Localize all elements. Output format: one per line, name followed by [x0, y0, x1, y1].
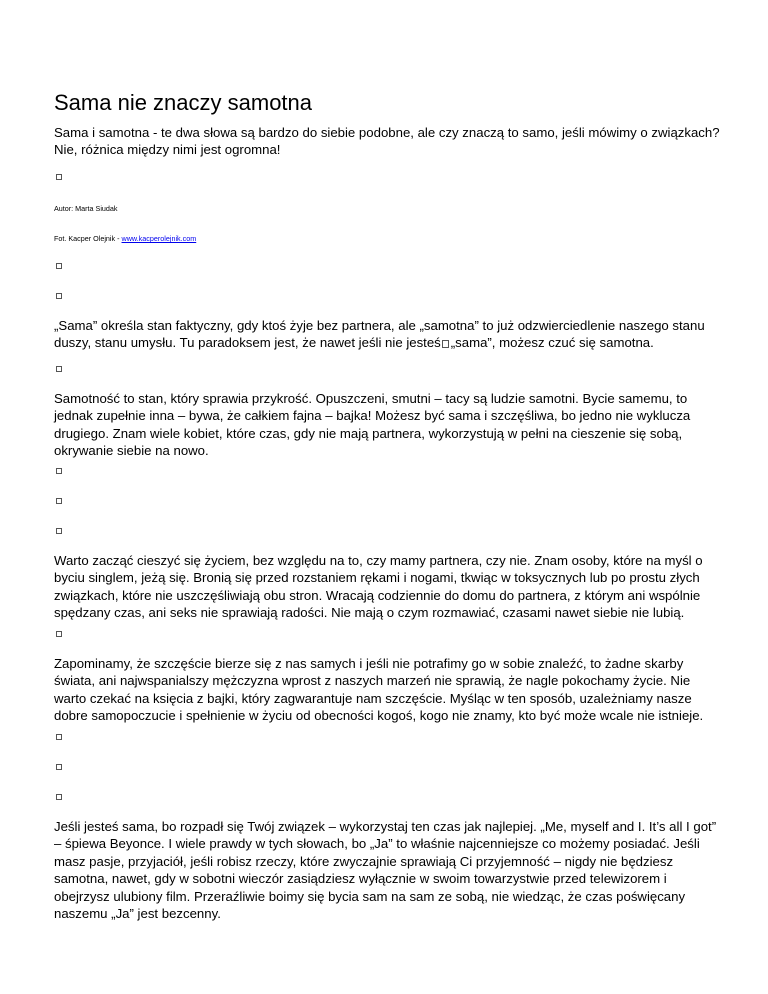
photo-credit-prefix: Fot. Kacper Olejnik -: [54, 234, 122, 243]
photo-credit: [54, 234, 196, 243]
paragraph-4: Zapominamy, że szczęście bierze się z nas samych i jeśli nie potrafimy go w sobie znaleźć, to żadne skarby świata, ani najwspanialszy mężczyzna wprost z naszych marzeń nie sprawią, że nagle pokochamy życie. Nie warto czekać na księcia z bajki, który zagwarantuje nam szczęście. Myśląc w ten sposób, uzależniamy nasze dobre samopoczucie i spełnienie w życiu od obecności kogoś, kogo nie znamy, kto być może wcale nie istnieje.: [54, 656, 704, 724]
photo-credit-link[interactable]: www.kacperolejnik.com: [121, 234, 197, 243]
paragraph-2: Samotność to stan, który sprawia przykrość. Opuszczeni, smutni – tacy są ludzie samotni. Bycie samemu, to jednak zupełnie inna – bywa, że całkiem fajna – bajka! Możesz być sama i szczęśliwa, bo jedno nie wyklucza drugiego. Znam wiele kobiet, które czas, gdy nie mają partnera, wykorzystują w pełni na cieszenie się sobą, okrywanie siebie na nowo.: [54, 391, 691, 459]
placeholder-box: [56, 263, 62, 269]
placeholder-box: [56, 468, 62, 474]
placeholder-box: [56, 764, 62, 770]
placeholder-box: [56, 794, 62, 800]
paragraph-3: Warto zacząć cieszyć się życiem, bez względu na to, czy mamy partnera, czy nie. Znam osoby, które na myśl o byciu singlem, jeżą się. Bronią się przed rozstaniem rękami i nogami, tkwiąc w toksycznych lub po prostu złych związkach, które nie uszczęśliwiają obu stron. Wracają codziennie do domu do partnera, z którym ani wspólnie spędzany czas, ani seks nie sprawiają radości. Nie mają o czym rozmawiać, czasami nawet siebie nie lubią.: [54, 553, 703, 621]
placeholder-box: [56, 734, 62, 740]
placeholder-box: [56, 631, 62, 637]
author-credit: Autor: Marta Siudak: [54, 204, 118, 213]
paragraph-1-part-a: „Sama” określa stan faktyczny, gdy ktoś żyje bez partnera, ale „samotna” to już odzwierciedlenie naszego stanu duszy, stanu umysłu. Tu paradoksem jest, że nawet jeśli nie jesteś: [54, 318, 705, 351]
lead-paragraph: Sama i samotna - te dwa słowa są bardzo do siebie podobne, ale czy znaczą to samo, jeśli mówimy o związkach? Nie, różnica między nimi jest ogromna!: [54, 125, 720, 158]
placeholder-box: [56, 498, 62, 504]
placeholder-box: [56, 174, 62, 180]
paragraph-1-part-b: „sama”, możesz czuć się samotna.: [450, 335, 654, 351]
placeholder-box: [56, 528, 62, 534]
paragraph-5: Jeśli jesteś sama, bo rozpadł się Twój związek – wykorzystaj ten czas jak najlepiej. „Me, myself and I. It’s all I got” – śpiewa Beyonce. I wiele prawdy w tych słowach, bo „Ja” to właśnie najcenniejsze co możemy posiadać. Jeśli masz pasje, przyjaciół, jeśli robisz rzeczy, które zwyczajnie sprawiają Ci przyjemność – nigdy nie będziesz samotna, nawet, gdy w sobotni wieczór zasiądziesz wyłącznie w swoim towarzystwie przed telewizorem i obejrzysz ulubiony film. Przeraźliwie boimy się bycia sam na sam ze sobą, nie wiedząc, że czas poświęcany naszemu „Ja” jest bezcenny.: [54, 819, 717, 922]
article-title: Sama nie znaczy samotna: [54, 90, 313, 115]
inline-placeholder-box: [442, 340, 449, 348]
placeholder-box: [56, 366, 62, 372]
paragraph-1: [54, 317, 724, 352]
placeholder-box: [56, 293, 62, 299]
